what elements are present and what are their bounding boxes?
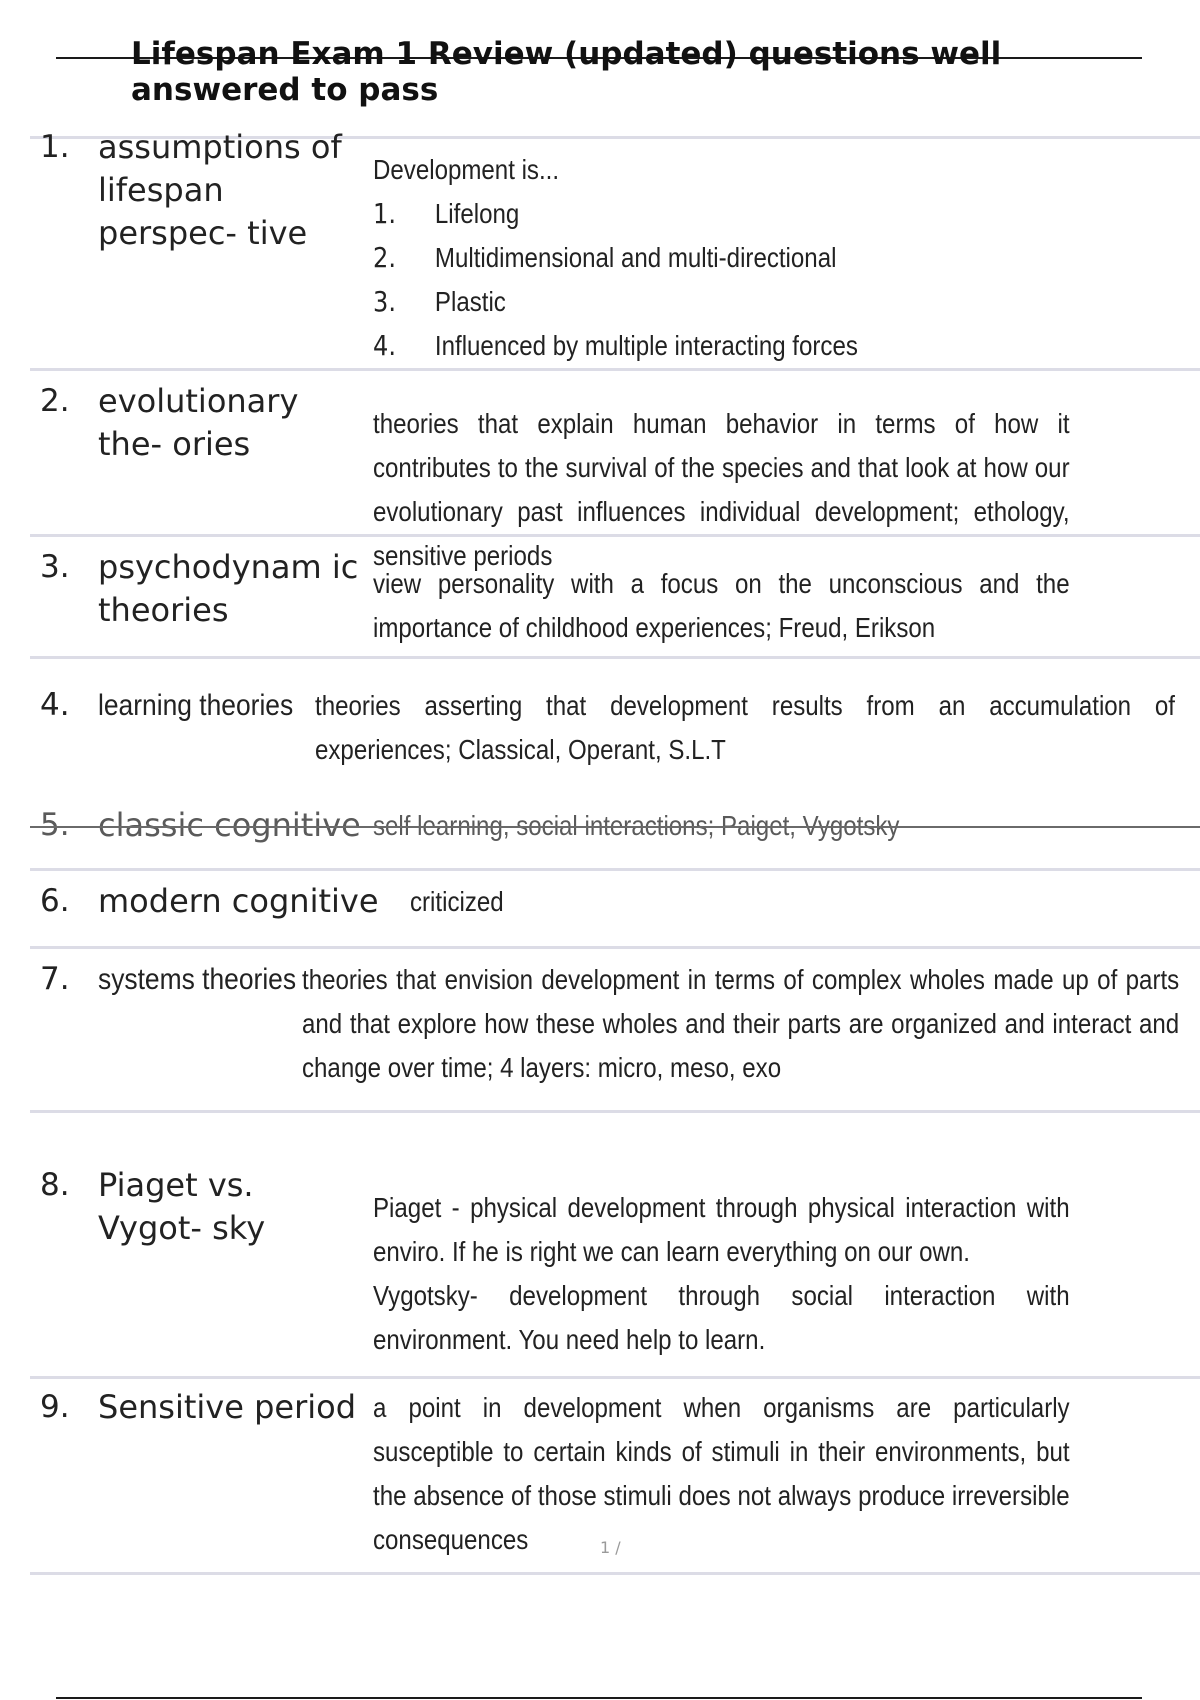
- item-definition: theories asserting that development results from an accumulation of experiences; Classical, Operant, S.L.T: [315, 690, 1175, 765]
- item-number: 2.: [40, 383, 70, 419]
- row-divider: [30, 868, 1200, 871]
- item-term: assumptions of lifespan perspec- tive: [98, 128, 342, 252]
- definition-piaget: Piaget - physical development through physical interaction with enviro. If he is right we can learn everything on our own.: [373, 1192, 1070, 1267]
- item-number: 5.: [40, 807, 70, 843]
- item-number: 3.: [40, 549, 70, 585]
- list-item: 1. Lifelong: [373, 197, 520, 230]
- item-number: 6.: [40, 883, 70, 919]
- row-divider: [30, 1110, 1200, 1113]
- list-item: 4. Influenced by multiple interacting forces: [373, 329, 858, 362]
- item-definition: criticized: [410, 886, 504, 917]
- item-term: modern cognitive: [98, 882, 379, 920]
- page-indicator: 1 /: [600, 1538, 621, 1557]
- bottom-rule: [56, 1697, 1142, 1699]
- item-number: 1.: [40, 129, 70, 165]
- item-definition: theories that explain human behavior in terms of how it contributes to the survival of the species and that look at how our evolutionary past influences individual development; ethology, sensitive periods: [373, 408, 1070, 571]
- item-number: 8.: [40, 1167, 70, 1203]
- item-definition: [373, 148, 1070, 368]
- item-definition: self learning, social interactions; Paiget, Vygotsky: [373, 810, 900, 841]
- item-definition: view personality with a focus on the unconscious and the importance of childhood experiences; Freud, Erikson: [373, 568, 1070, 643]
- item-term: evolutionary the- ories: [98, 382, 299, 463]
- item-term: Sensitive period: [98, 1388, 357, 1426]
- definition-intro: Development is...: [373, 154, 560, 185]
- item-term: psychodynam ic theories: [98, 548, 359, 629]
- item-definition: a point in development when organisms are particularly susceptible to certain kinds of stimuli in their environments, but the absence of those stimuli does not always produce irreversible consequences: [373, 1392, 1070, 1555]
- definition-vygotsky: Vygotsky- development through social interaction with environment. You need help to learn.: [373, 1280, 1070, 1355]
- row-divider: [30, 534, 1200, 537]
- item-number: 9.: [40, 1389, 70, 1425]
- row-divider: [30, 1376, 1200, 1379]
- row-divider: [30, 1572, 1200, 1575]
- list-item: 3. Plastic: [373, 285, 506, 318]
- item-term: systems theories: [98, 963, 297, 996]
- item-number: 4.: [40, 687, 70, 723]
- definition-list: [373, 192, 1070, 368]
- strikethrough-line: [30, 826, 1200, 828]
- document-title: Lifespan Exam 1 Review (updated) questions well answered to pass: [131, 36, 1002, 108]
- list-item: 2. Multidimensional and multi-directional: [373, 241, 837, 274]
- item-term: learning theories: [98, 689, 294, 722]
- row-divider: [30, 946, 1200, 949]
- item-definition: [373, 1186, 1070, 1362]
- row-divider: [30, 656, 1200, 659]
- row-divider: [30, 368, 1200, 371]
- item-term: Piaget vs. Vygot- sky: [98, 1166, 266, 1247]
- item-number: 7.: [40, 961, 70, 997]
- item-definition: theories that envision development in terms of complex wholes made up of parts and that explore how these wholes and their parts are organized and interact and change over time; 4 layers: micro, meso, exo: [302, 964, 1180, 1083]
- item-term: classic cognitive: [98, 806, 361, 844]
